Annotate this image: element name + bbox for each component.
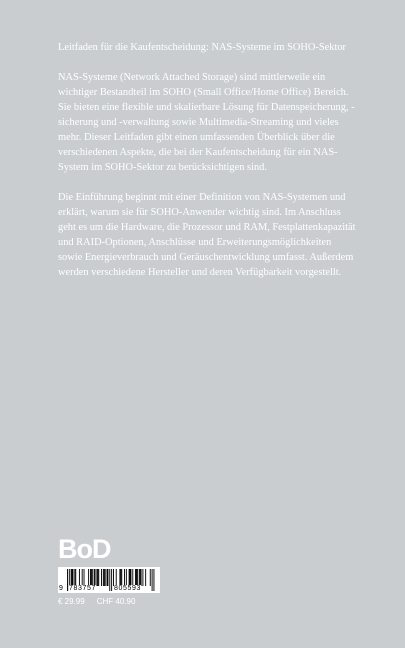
barcode-bar <box>98 569 99 586</box>
back-cover-blurb <box>58 40 358 295</box>
barcode-bar <box>104 569 105 586</box>
barcode-bar <box>105 569 106 586</box>
barcode-bar <box>67 569 68 591</box>
blurb-title-paragraph: Leitfaden für die Kaufentscheidung: NAS-Systeme im SOHO-Sektor <box>58 42 346 53</box>
barcode-bar <box>72 569 73 586</box>
barcode-bar <box>126 569 127 586</box>
barcode-bar <box>107 569 108 586</box>
barcode-bar <box>129 569 130 586</box>
barcode-bar <box>71 569 72 586</box>
barcode-bar <box>136 569 137 586</box>
barcode-bar <box>90 569 91 586</box>
barcode-bar <box>94 569 95 586</box>
barcode-bar <box>95 569 96 586</box>
barcode-bar <box>145 569 146 586</box>
barcode-bar <box>120 569 121 586</box>
barcode-bar <box>107 569 108 586</box>
barcode-bar <box>74 569 75 586</box>
barcode-bar <box>97 569 98 586</box>
barcode-bar <box>113 569 114 586</box>
barcode-bar <box>121 569 122 586</box>
price-line <box>58 597 135 607</box>
barcode-bar <box>132 569 133 586</box>
barcode-bar <box>119 569 120 586</box>
barcode-bar <box>103 569 104 586</box>
barcode-bar <box>141 569 142 586</box>
barcode-bar <box>73 569 74 586</box>
barcode-bar <box>116 569 117 586</box>
barcode-bar <box>82 569 83 586</box>
barcode-bar <box>101 569 102 586</box>
barcode-lead-digit: 9 <box>59 585 63 592</box>
barcode-bar <box>142 569 143 586</box>
barcode-bar <box>79 569 80 586</box>
barcode-bar <box>130 569 131 586</box>
barcode-bar <box>109 569 110 591</box>
price-eur: € 29.99 <box>58 597 85 606</box>
isbn-barcode <box>58 567 160 593</box>
barcode-bar <box>153 569 154 591</box>
barcode-group-1: 783757 <box>69 585 96 592</box>
barcode-bar <box>152 569 153 591</box>
barcode-group-2: 805593 <box>114 585 141 592</box>
barcode-bar <box>84 569 85 586</box>
barcode-bar <box>88 569 89 586</box>
barcode-bar <box>75 569 76 586</box>
barcode-bar <box>111 569 112 591</box>
barcode-bar <box>96 569 97 586</box>
barcode-bar <box>92 569 93 586</box>
barcode-bar <box>135 569 136 586</box>
barcode-bar <box>140 569 141 586</box>
barcode-bar <box>150 569 151 586</box>
barcode-bar <box>124 569 125 586</box>
barcode-bar <box>130 569 131 586</box>
barcode-bar <box>137 569 138 586</box>
blurb-paragraph-2: Die Einführung beginnt mit einer Definition von NAS-Systemen und erklärt, warum sie für SOHO-Anwender wichtig sind. Im Anschluss geht es um die Hardware, die Prozessor und RAM, Festplattenkapazität und RAID-Optionen, Anschlüsse und Erweiterungsmöglichkeiten sowie Energieverbrauch und Geräuschentwicklung umfasst. Außerdem werden verschiedene Hersteller und deren Verfügbarkeit vorgestellt. <box>58 192 356 278</box>
barcode-bar <box>91 569 92 586</box>
price-chf: CHF 40.90 <box>96 597 136 606</box>
bod-logo: BoD <box>58 534 111 564</box>
blurb-paragraph-1: NAS-Systeme (Network Attached Storage) sind mittlerweile ein wichtiger Bestandteil im SOHO (Small Office/Home Office) Bereich. Sie bieten eine flexible und skalierbare Lösung für Datenspeicherung, -sicherung und -verwaltung sowie Multimedia-Streaming und vieles mehr. Dieser Leitfaden gibt einen umfassenden Überblick über die verschiedenen Aspekte, die bei der Kaufentscheidung für ein NAS-System im SOHO-Sektor zu berücksichtigen sind. <box>58 72 355 173</box>
barcode-bar <box>139 569 140 586</box>
